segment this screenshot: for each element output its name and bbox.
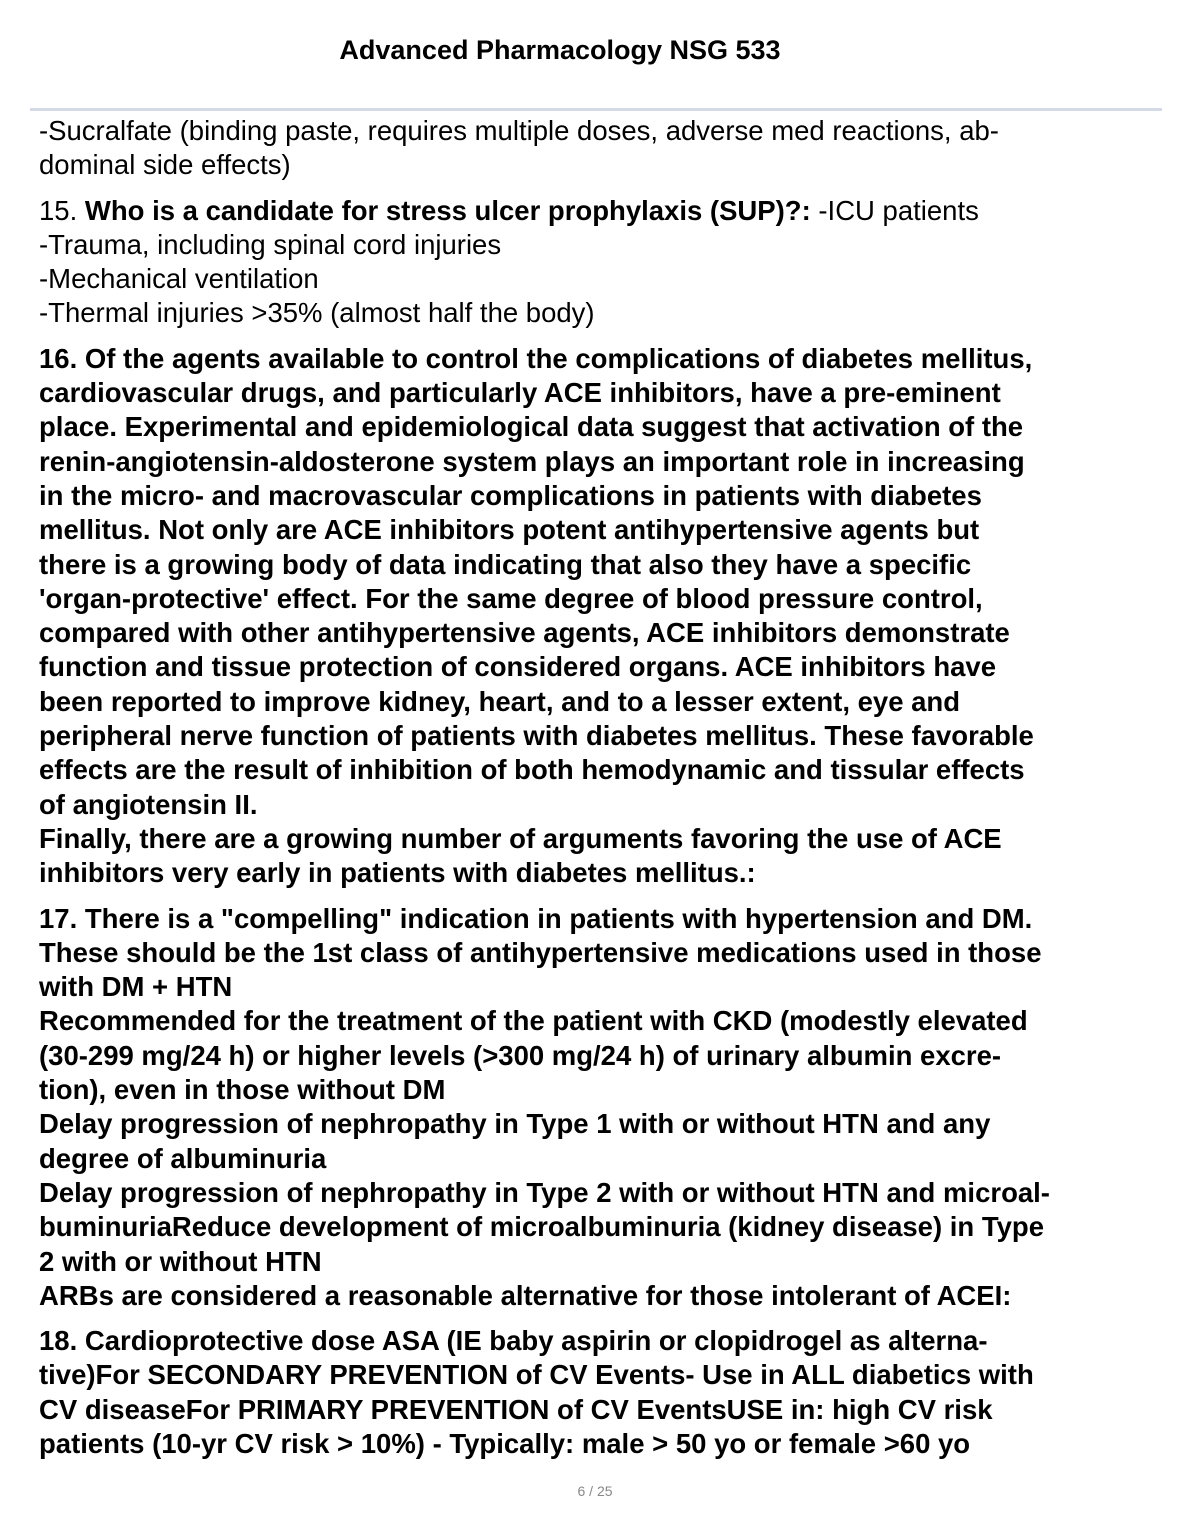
text-line: dominal side effects) xyxy=(39,149,291,181)
text-line: been reported to improve kidney, heart, and to a lesser extent, eye and xyxy=(39,685,961,717)
text-line: (30-299 mg/24 h) or higher levels (>300 mg/24 h) of urinary albumin excre- xyxy=(39,1039,1002,1071)
text-line: 'organ-protective' effect. For the same degree of blood pressure control, xyxy=(39,582,983,614)
text-line: function and tissue protection of considered organs. ACE inhibitors have xyxy=(39,651,996,683)
text-line: ARBs are considered a reasonable alternative for those intolerant of ACEI: xyxy=(39,1279,1012,1311)
question-text: Who is a candidate for stress ulcer prophylaxis (SUP)?: xyxy=(84,194,811,226)
page-number: 6 / 25 xyxy=(577,1483,613,1499)
text-line: buminuriaReduce development of microalbuminuria (kidney disease) in Type xyxy=(39,1211,1044,1243)
text-line: cardiovascular drugs, and particularly ACE inhibitors, have a pre-eminent xyxy=(39,377,1001,409)
answer-line: -Thermal injuries >35% (almost half the body) xyxy=(39,297,595,329)
text-line: with DM + HTN xyxy=(39,971,233,1003)
text-line: mellitus. Not only are ACE inhibitors potent antihypertensive agents but xyxy=(39,514,980,546)
text-line: tive)For SECONDARY PREVENTION of CV Events- Use in ALL diabetics with xyxy=(39,1359,1034,1391)
text-line: degree of albuminuria xyxy=(39,1142,327,1174)
text-line: These should be the 1st class of antihypertensive medications used in those xyxy=(39,936,1042,968)
text-line: there is a growing body of data indicating that also they have a specific xyxy=(39,548,972,580)
text-line: Delay progression of nephropathy in Type 1 with or without HTN and any xyxy=(39,1108,991,1140)
text-line: renin-angiotensin-aldosterone system plays an important role in increasing xyxy=(39,445,1025,477)
text-line: -Sucralfate (binding paste, requires multiple doses, adverse med reactions, ab- xyxy=(39,115,999,146)
text-line: in the micro- and macrovascular complications in patients with diabetes xyxy=(39,479,982,511)
text-line: 2 with or without HTN xyxy=(39,1245,322,1277)
question-number: 15. xyxy=(39,194,78,226)
text-line: Finally, there are a growing number of arguments favoring the use of ACE xyxy=(39,822,1002,854)
page-title: Advanced Pharmacology NSG 533 xyxy=(339,35,781,65)
answer-first: -ICU patients xyxy=(818,194,979,226)
answer-line: -Trauma, including spinal cord injuries xyxy=(39,228,502,260)
text-line: compared with other antihypertensive agents, ACE inhibitors demonstrate xyxy=(39,617,1010,649)
document-body xyxy=(39,114,1157,1472)
text-line: 17. There is a "compelling" indication in patients with hypertension and DM. xyxy=(39,902,1033,934)
entry-sucralfate xyxy=(39,114,1157,183)
text-line: CV diseaseFor PRIMARY PREVENTION of CV EventsUSE in: high CV risk xyxy=(39,1393,993,1425)
text-line: effects are the result of inhibition of both hemodynamic and tissular effects xyxy=(39,754,1025,786)
text-line: Delay progression of nephropathy in Type 2 with or without HTN and microal- xyxy=(39,1176,1050,1208)
entry-17 xyxy=(39,902,1157,1314)
text-line: place. Experimental and epidemiological data suggest that activation of the xyxy=(39,411,1024,443)
entry-16 xyxy=(39,342,1157,891)
text-line: of angiotensin II. xyxy=(39,788,258,820)
entry-18 xyxy=(39,1324,1157,1461)
text-line: inhibitors very early in patients with diabetes mellitus.: xyxy=(39,857,756,889)
text-line: Recommended for the treatment of the patient with CKD (modestly elevated xyxy=(39,1005,1028,1037)
entry-15 xyxy=(39,194,1157,331)
text-line: patients (10-yr CV risk > 10%) - Typically: male > 50 yo or female >60 yo xyxy=(39,1427,971,1459)
text-line: tion), even in those without DM xyxy=(39,1074,446,1106)
question-line xyxy=(39,194,1157,228)
text-line: peripheral nerve function of patients with diabetes mellitus. These favorable xyxy=(39,720,1034,752)
answer-line: -Mechanical ventilation xyxy=(39,263,319,295)
header-divider xyxy=(30,108,1162,111)
text-line: 18. Cardioprotective dose ASA (IE baby aspirin or clopidrogel as alterna- xyxy=(39,1325,988,1357)
text-line: 16. Of the agents available to control the complications of diabetes mellitus, xyxy=(39,342,1033,374)
